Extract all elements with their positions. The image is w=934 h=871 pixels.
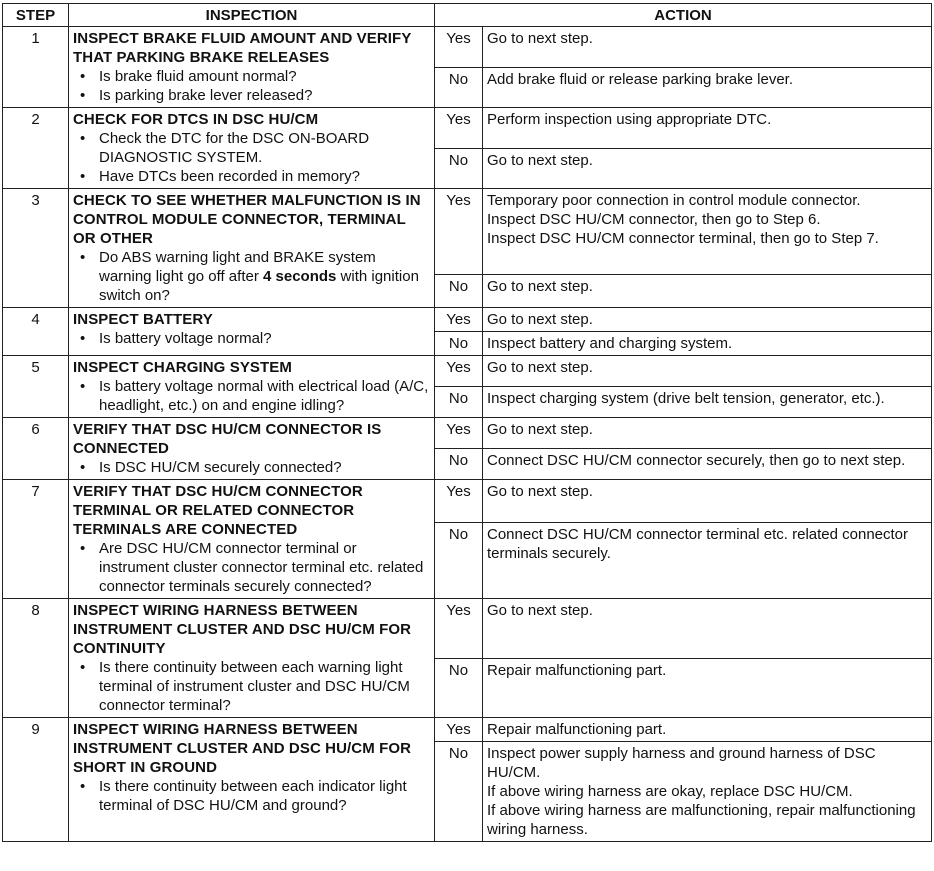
question-item [99, 248, 430, 305]
yes-action [483, 27, 932, 68]
step-number: 3 [3, 189, 69, 308]
question-list [73, 129, 430, 186]
question-item: • Are DSC HU/CM connector terminal or instrument cluster connector terminal etc. related connector terminals securely connected? [99, 539, 430, 596]
action-line: Go to next step. [487, 151, 593, 169]
action-line: Repair malfunctioning part. [487, 661, 667, 679]
no-label: No [435, 742, 483, 842]
question-item: • Is there continuity between each indicator light terminal of DSC HU/CM and ground? [99, 777, 430, 815]
step-row [3, 718, 932, 742]
action-header: ACTION [435, 4, 932, 27]
inspection-cell [69, 418, 435, 480]
inspection-title: INSPECT CHARGING SYSTEM [73, 359, 292, 376]
question-item: • Is DSC HU/CM securely connected? [99, 458, 430, 477]
question-item: • Check the DTC for the DSC ON-BOARD DIAGNOSTIC SYSTEM. [99, 129, 430, 167]
action-line: If above wiring harness are malfunctioning, repair malfunctioning wiring harness. [487, 802, 916, 838]
inspection-title: INSPECT BATTERY [73, 311, 213, 328]
no-action [483, 148, 932, 189]
no-label: No [435, 387, 483, 418]
no-label: No [435, 332, 483, 356]
action-line: Inspect power supply harness and ground harness of DSC HU/CM. [487, 745, 876, 781]
question-item: • Is battery voltage normal with electrical load (A/C, headlight, etc.) on and engine idling? [99, 377, 430, 415]
action-line: Go to next step. [487, 311, 593, 328]
no-action [483, 658, 932, 718]
inspection-cell [69, 27, 435, 108]
yes-action [483, 480, 932, 523]
question-item: • Have DTCs been recorded in memory? [99, 167, 430, 186]
header-row [3, 4, 932, 27]
question-list [73, 539, 430, 596]
step-row [3, 356, 932, 387]
step-row [3, 308, 932, 332]
inspection-cell [69, 480, 435, 599]
step-number: 2 [3, 108, 69, 189]
action-line: Inspect charging system (drive belt tension, generator, etc.). [487, 390, 885, 407]
no-label: No [435, 274, 483, 307]
action-line: Connect DSC HU/CM connector securely, then go to next step. [487, 452, 906, 469]
inspection-title: VERIFY THAT DSC HU/CM CONNECTOR TERMINAL OR RELATED CONNECTOR TERMINALS ARE CONNECTED [73, 483, 363, 538]
action-line: Go to next step. [487, 30, 593, 47]
action-line: Connect DSC HU/CM connector terminal etc. related connector terminals securely. [487, 525, 909, 562]
question-list [73, 67, 430, 105]
inspection-cell [69, 356, 435, 418]
question-list [73, 329, 430, 348]
no-label: No [435, 67, 483, 108]
no-action [483, 449, 932, 480]
table-body [3, 27, 932, 842]
question-text-end: with ignition switch on? [99, 268, 419, 304]
yes-action [483, 108, 932, 149]
action-line: Temporary poor connection in control module connector. [487, 192, 861, 209]
no-action [483, 67, 932, 108]
action-line: Repair malfunctioning part. [487, 721, 667, 738]
inspection-title: CHECK TO SEE WHETHER MALFUNCTION IS IN CONTROL MODULE CONNECTOR, TERMINAL OR OTHER [73, 192, 421, 247]
action-line: Inspect DSC HU/CM connector, then go to Step 6. [487, 211, 821, 228]
diagnostic-procedure-table [2, 3, 932, 842]
question-item: • Is there continuity between each warning light terminal of instrument cluster and DSC HU/CM connector terminal? [99, 658, 430, 715]
question-list [73, 658, 430, 715]
yes-label: Yes [435, 308, 483, 332]
yes-action [483, 356, 932, 387]
question-list [73, 458, 430, 477]
yes-action [483, 189, 932, 275]
no-action [483, 742, 932, 842]
yes-label: Yes [435, 480, 483, 523]
yes-label: Yes [435, 718, 483, 742]
step-row [3, 599, 932, 659]
inspection-title: INSPECT WIRING HARNESS BETWEEN INSTRUMENT CLUSTER AND DSC HU/CM FOR SHORT IN GROUND [73, 721, 412, 776]
step-row [3, 418, 932, 449]
inspection-title: INSPECT BRAKE FLUID AMOUNT AND VERIFY THAT PARKING BRAKE RELEASES [73, 30, 412, 66]
action-line: Go to next step. [487, 602, 593, 619]
step-row [3, 108, 932, 149]
question-list [73, 777, 430, 815]
yes-action [483, 418, 932, 449]
step-number: 5 [3, 356, 69, 418]
inspection-title: VERIFY THAT DSC HU/CM CONNECTOR IS CONNECTED [73, 421, 382, 457]
action-line: Go to next step. [487, 483, 593, 500]
no-label: No [435, 449, 483, 480]
step-row [3, 480, 932, 523]
action-line: Go to next step. [487, 421, 593, 438]
no-label: No [435, 658, 483, 718]
yes-label: Yes [435, 599, 483, 659]
no-action [483, 522, 932, 598]
inspection-title: INSPECT WIRING HARNESS BETWEEN INSTRUMENT CLUSTER AND DSC HU/CM FOR CONTINUITY [73, 602, 412, 657]
action-line: If above wiring harness are okay, replace DSC HU/CM. [487, 783, 853, 800]
inspection-cell [69, 308, 435, 356]
no-label: No [435, 148, 483, 189]
step-number: 4 [3, 308, 69, 356]
yes-label: Yes [435, 189, 483, 275]
step-number: 8 [3, 599, 69, 718]
step-number: 6 [3, 418, 69, 480]
question-emphasis: 4 seconds [263, 268, 337, 285]
step-number: 9 [3, 718, 69, 842]
question-text-start: Do ABS warning light and BRAKE system warning light go off after [99, 249, 376, 285]
inspection-cell [69, 599, 435, 718]
question-list [73, 248, 430, 305]
inspection-title: CHECK FOR DTCS IN DSC HU/CM [73, 111, 319, 128]
step-number: 7 [3, 480, 69, 599]
step-number: 1 [3, 27, 69, 108]
action-line: Inspect DSC HU/CM connector terminal, then go to Step 7. [487, 230, 879, 247]
yes-label: Yes [435, 108, 483, 149]
yes-action [483, 599, 932, 659]
question-item: • Is battery voltage normal? [99, 329, 430, 348]
step-row [3, 27, 932, 68]
action-line: Inspect battery and charging system. [487, 335, 733, 352]
no-label: No [435, 522, 483, 598]
yes-label: Yes [435, 27, 483, 68]
no-action [483, 332, 932, 356]
inspection-cell [69, 718, 435, 842]
yes-label: Yes [435, 356, 483, 387]
step-header: STEP [3, 4, 69, 27]
inspection-cell [69, 189, 435, 308]
action-line: Add brake fluid or release parking brake lever. [487, 70, 794, 88]
action-line: Go to next step. [487, 359, 593, 376]
yes-action [483, 718, 932, 742]
no-action [483, 274, 932, 307]
action-line: Go to next step. [487, 277, 593, 295]
yes-action [483, 308, 932, 332]
inspection-cell [69, 108, 435, 189]
question-list [73, 377, 430, 415]
question-item: • Is parking brake lever released? [99, 86, 430, 105]
question-item: • Is brake fluid amount normal? [99, 67, 430, 86]
step-row [3, 189, 932, 275]
action-line: Perform inspection using appropriate DTC. [487, 111, 772, 128]
inspection-header: INSPECTION [69, 4, 435, 27]
yes-label: Yes [435, 418, 483, 449]
no-action [483, 387, 932, 418]
